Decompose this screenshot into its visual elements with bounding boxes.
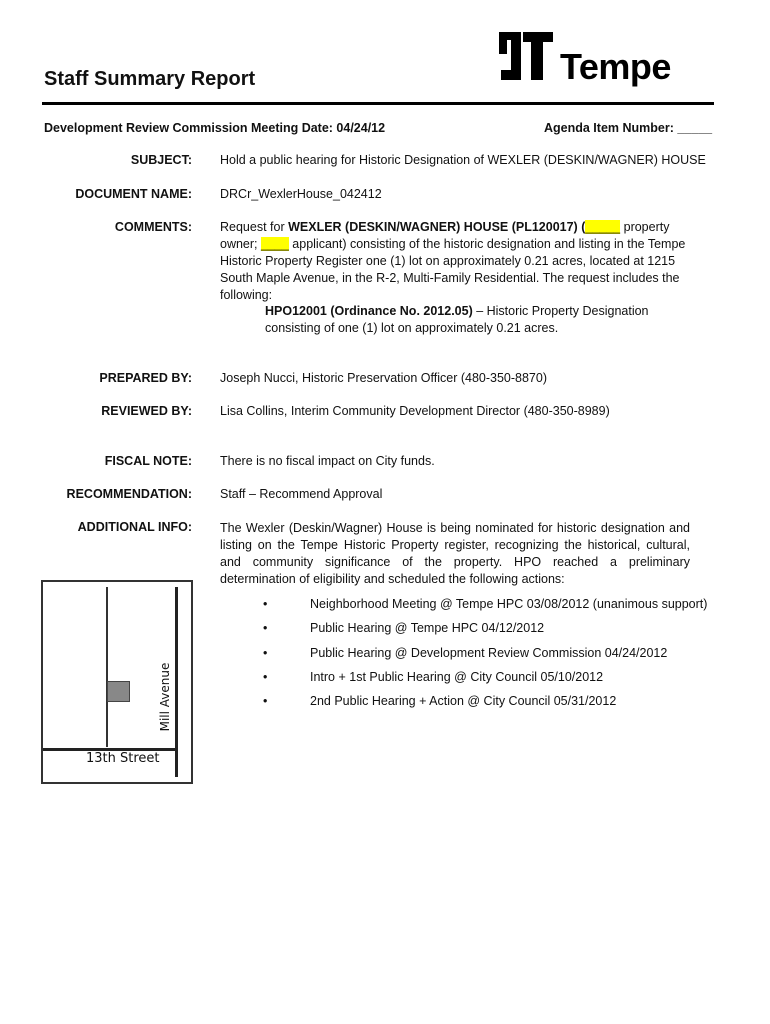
applicant-blank: ____ bbox=[261, 237, 289, 251]
comments-intro: Request for bbox=[220, 220, 289, 234]
header-divider bbox=[42, 102, 714, 105]
additional-info-label: ADDITIONAL INFO: bbox=[77, 520, 192, 534]
comments-label: COMMENTS: bbox=[114, 220, 192, 234]
owner-blank: _____ bbox=[585, 220, 621, 234]
hpo-description: – Historic Property Designation consisting of one (1) lot on approximately 0.21 acres. bbox=[265, 304, 649, 335]
hpo-paragraph bbox=[265, 303, 703, 337]
list-item: Public Hearing @ Tempe HPC 04/12/2012 bbox=[310, 621, 545, 635]
fiscal-note-value: There is no fiscal impact on City funds. bbox=[220, 454, 435, 468]
fiscal-note-label: FISCAL NOTE: bbox=[104, 454, 192, 468]
comments-mid: property owner; bbox=[220, 220, 670, 251]
logo-wordmark: Tempe bbox=[560, 46, 671, 87]
subject-value: Hold a public hearing for Historic Designation of WEXLER (DESKIN/WAGNER) HOUSE bbox=[220, 153, 706, 167]
reviewed-by-label: REVIEWED BY: bbox=[101, 404, 192, 418]
comments-rest: applicant) consisting of the historic designation and listing in the Tempe Historic Property Register one (1) lot on approximately 0.21 acres, located at 1215 South Maple Avenue, in the R-2, Multi-Family Residential. The request includes the following: bbox=[220, 237, 686, 302]
recommendation-value: Staff – Recommend Approval bbox=[220, 487, 383, 501]
bullet-icon: • bbox=[263, 621, 268, 635]
bullet-icon: • bbox=[263, 597, 268, 611]
prepared-by-value: Joseph Nucci, Historic Preservation Officer (480-350-8870) bbox=[220, 371, 547, 385]
reviewed-by-value: Lisa Collins, Interim Community Development Director (480-350-8989) bbox=[220, 404, 610, 418]
comments-open-paren: ( bbox=[577, 220, 586, 234]
list-item: 2nd Public Hearing + Action @ City Council 05/31/2012 bbox=[310, 694, 617, 708]
hpo-ordinance: HPO12001 (Ordinance No. 2012.05) bbox=[265, 304, 473, 318]
map-avenue-label: Mill Avenue bbox=[158, 662, 172, 732]
bullet-icon: • bbox=[263, 694, 268, 708]
comments-project-name: WEXLER (DESKIN/WAGNER) HOUSE (PL120017) bbox=[288, 220, 578, 234]
comments-paragraph bbox=[220, 219, 690, 304]
additional-info-value: The Wexler (Deskin/Wagner) House is being nominated for historic designation and listing on the Tempe Historic Property register, recognizing the historical, cultural, and community significance of the property. HPO reached a preliminary determination of eligibility and scheduled the following actions: bbox=[220, 521, 690, 586]
page-title: Staff Summary Report bbox=[44, 68, 256, 90]
subject-label: SUBJECT: bbox=[130, 153, 192, 167]
bullet-icon: • bbox=[263, 646, 268, 660]
document-name-value: DRCr_WexlerHouse_042412 bbox=[220, 187, 382, 201]
agenda-item-number: Agenda Item Number: _____ bbox=[544, 121, 713, 135]
meeting-date-line: Development Review Commission Meeting Date: 04/24/12 bbox=[44, 121, 386, 135]
recommendation-label: RECOMMENDATION: bbox=[66, 487, 192, 501]
map-road-line bbox=[106, 587, 108, 747]
list-item: Intro + 1st Public Hearing @ City Council 05/10/2012 bbox=[310, 670, 604, 684]
document-name-label: DOCUMENT NAME: bbox=[75, 187, 192, 201]
prepared-by-label: PREPARED BY: bbox=[99, 371, 192, 385]
tempe-logo-icon bbox=[497, 28, 559, 84]
list-item: Neighborhood Meeting @ Tempe HPC 03/08/2012 (unanimous support) bbox=[310, 597, 708, 611]
map-property-marker bbox=[107, 681, 130, 702]
bullet-icon: • bbox=[263, 670, 268, 684]
map-street-label: 13th Street bbox=[86, 751, 160, 766]
list-item: Public Hearing @ Development Review Commission 04/24/2012 bbox=[310, 646, 668, 660]
